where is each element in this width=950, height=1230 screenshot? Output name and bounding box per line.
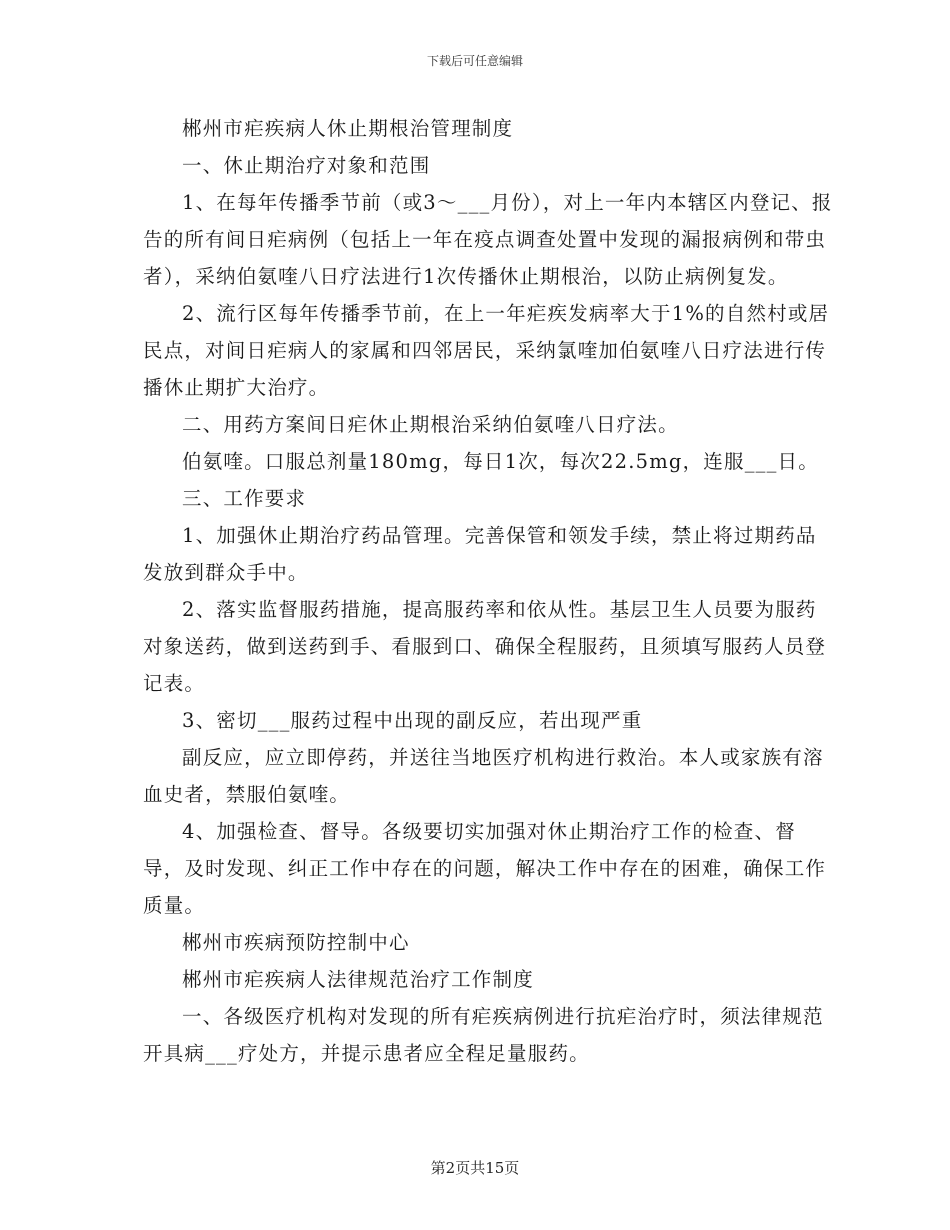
paragraph: 2、落实监督服药措施，提高服药率和依从性。基层卫生人员要为服药对象送药，做到送药到手、看服到口、确保全程服药，且须填写服药人员登记表。 — [143, 598, 827, 695]
paragraph: 4、加强检查、督导。各级要切实加强对休止期治疗工作的检查、督导，及时发现、纠正工作中存在的问题，解决工作中存在的困难，确保工作质量。 — [143, 820, 827, 917]
paragraph: 3、密切___服药过程中出现的副反应，若出现严重 — [182, 709, 643, 732]
organization-signature: 郴州市疾病预防控制中心 — [182, 931, 410, 954]
section-heading: 一、休止期治疗对象和范围 — [182, 154, 431, 177]
header-note: 下载后可任意编辑 — [426, 54, 523, 68]
document-body — [143, 110, 833, 1072]
section-heading: 二、用药方案间日疟休止期根治采纳伯氨喹八日疗法。 — [182, 413, 679, 436]
paragraph: 一、各级医疗机构对发现的所有疟疾病例进行抗疟治疗时，须法律规范开具病___疗处方，并提示患者应全程足量服药。 — [143, 1005, 824, 1065]
doc-title: 郴州市疟疾病人休止期根治管理制度 — [182, 117, 514, 140]
section-heading: 三、工作要求 — [182, 487, 307, 510]
paragraph: 1、加强休止期治疗药品管理。完善保管和领发手续，禁止将过期药品发放到群众手中。 — [143, 524, 817, 584]
paragraph: 2、流行区每年传播季节前，在上一年疟疾发病率大于1%的自然村或居民点，对间日疟病人的家属和四邻居民，采纳氯喹加伯氨喹八日疗法进行传播休止期扩大治疗。 — [143, 302, 830, 399]
paragraph: 1、在每年传播季节前（或3～___月份），对上一年内本辖区内登记、报告的所有间日疟病例（包括上一年在疫点调查处置中发现的漏报病例和带虫者），采纳伯氨喹八日疗法进行1次传播休止期根治，以防止病例复发。 — [143, 191, 833, 288]
doc-title: 郴州市疟疾病人法律规范治疗工作制度 — [182, 968, 534, 991]
paragraph: 副反应，应立即停药，并送往当地医疗机构进行救治。本人或家族有溶血史者，禁服伯氨喹。 — [143, 746, 824, 806]
page-number: 第2页共15页 — [430, 1159, 520, 1177]
paragraph: 伯氨喹。口服总剂量180mg，每日1次，每次22.5mg，连服___日。 — [182, 450, 819, 473]
